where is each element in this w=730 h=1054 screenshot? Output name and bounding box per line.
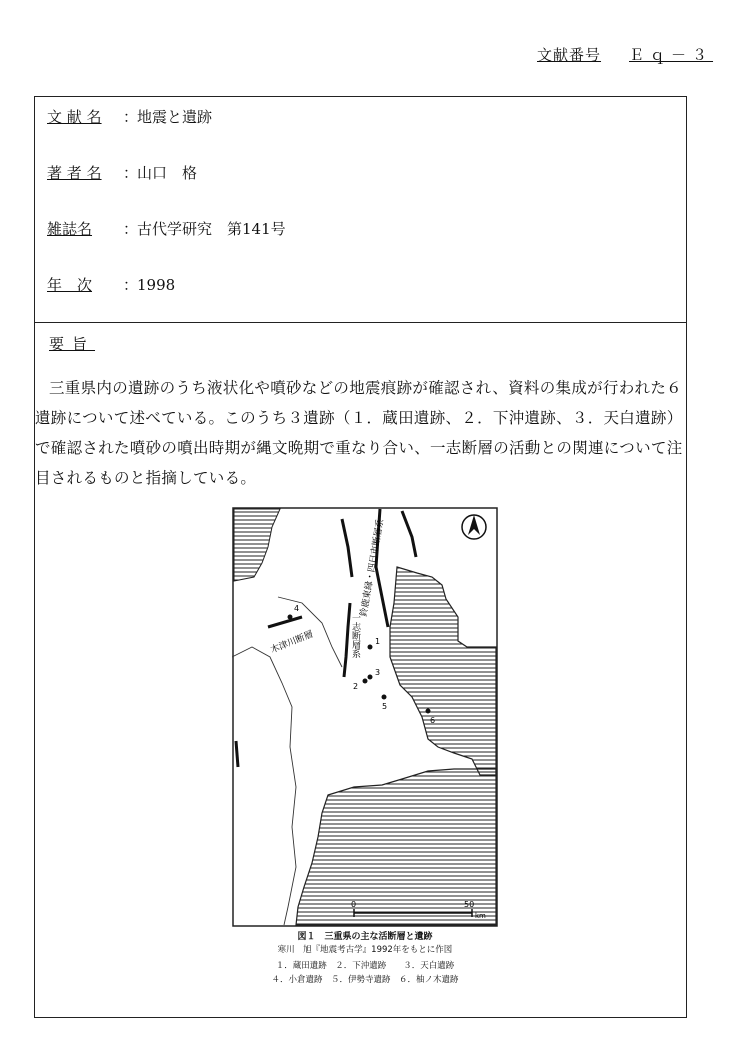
journal-separator: ： [123, 220, 139, 238]
fault-label-ichishi: 一志断層系 [350, 613, 360, 658]
scale-end-label: 50 [464, 900, 475, 909]
site-marker-4 [288, 615, 293, 620]
site-legend-line-2: ４．小倉遺跡 ５．伊勢寺遺跡 ６．柚ノ木遺跡 [271, 975, 459, 985]
site-marker-6 [426, 709, 431, 714]
journal-value: 古代学研究 第141号 [137, 220, 286, 238]
site-marker-3 [368, 675, 373, 680]
site-marker-1 [368, 645, 373, 650]
figure-caption-title: 図１ 三重県の主な活断層と遺跡 [297, 932, 433, 942]
site-legend-line-1: １．蔵田遺跡 ２．下沖遺跡 ３．天白遺跡 [275, 961, 455, 971]
fault-map-figure [232, 507, 498, 927]
figure-caption-source: 寒川 旭『地震考古学』1992年をもとに作図 [277, 945, 453, 955]
year-label: 年 次 [47, 276, 93, 294]
summary-text: 三重県内の遺跡のうち液状化や噴砂などの地震痕跡が確認され、資料の集成が行われた６遺跡について述べている。このうち３遺跡（１．蔵田遺跡、２．下沖遺跡、３．天白遺跡）で確認された噴砂の噴出時期が縄文晩期で重なり合い、一志断層の活動との関連について注目されるものと指摘している。 [35, 379, 683, 487]
summary-heading: 要旨 [49, 335, 96, 353]
site-marker-2 [363, 679, 368, 684]
fault-line-west [236, 741, 238, 767]
fault-label-suzuka: 鈴鹿東縁・四日市断層系 [359, 518, 387, 618]
scale-start-label: 0 [351, 900, 357, 909]
site-label-6: 6 [430, 716, 436, 725]
scale-unit-label: km [475, 912, 486, 920]
document-number [537, 44, 713, 65]
year-separator: ： [123, 276, 139, 294]
document-number-label: 文献番号 [537, 46, 602, 64]
site-label-4: 4 [294, 604, 300, 613]
document-frame [34, 96, 687, 1018]
author-label: 著 者 名 [47, 164, 102, 182]
site-label-3: 3 [375, 668, 381, 677]
journal-label: 雑誌名 [47, 220, 93, 238]
site-label-5: 5 [382, 702, 388, 711]
site-marker-5 [382, 695, 387, 700]
title-row [47, 106, 212, 127]
site-label-1: 1 [375, 637, 381, 646]
journal-row [47, 218, 286, 239]
fault-label-kizugawa: 木津川断層 [269, 629, 315, 656]
year-row [47, 274, 175, 295]
title-value: 地震と遺跡 [137, 108, 213, 126]
metadata-section [35, 97, 686, 323]
site-label-2: 2 [353, 682, 359, 691]
figure-site-legend [185, 959, 545, 987]
author-separator: ： [123, 164, 139, 182]
north-arrow-icon [462, 515, 486, 539]
fault-map [232, 507, 498, 927]
author-value: 山口 格 [137, 164, 198, 182]
title-label: 文 献 名 [47, 108, 102, 126]
document-number-value: Ｅｑ－３ [629, 46, 714, 64]
title-separator: ： [123, 108, 139, 126]
author-row [47, 162, 197, 183]
year-value: 1998 [137, 276, 176, 294]
